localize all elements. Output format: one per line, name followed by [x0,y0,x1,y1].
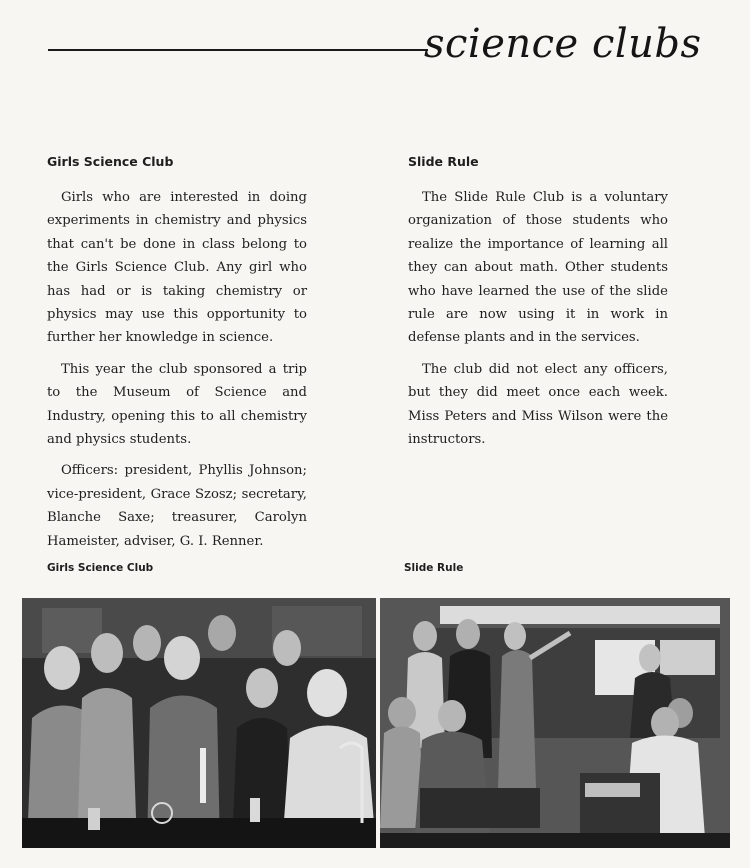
girls-science-club-photo-drawing [22,598,376,848]
slide-rule-club-photo [380,598,730,848]
right-column [408,150,668,459]
left-paragraph-3: Officers: president, Phyllis Johnson; vice-president, Grace Szosz; secretary, Blanche Saxe; treasurer, Carolyn Hameister, adviser, G. I. Renner. [47,463,307,549]
left-paragraph-1: Girls who are interested in doing experiments in chemistry and physics that can't be done in class belong to the Girls Science Club. Any girl who has had or is taking chemistry or physics may use this opportunity to further her knowledge in science. [47,190,307,346]
photo-caption-right: Slide Rule [404,562,464,574]
right-paragraph-1: The Slide Rule Club is a voluntary organization of those students who realize the importance of learning all they can about math. Other students who have learned the use of the slide rule are now using it in work in defense plants and in the services. [408,190,668,346]
left-paragraph-2: This year the club sponsored a trip to the Museum of Science and Industry, opening this to all chemistry and physics students. [47,361,307,448]
right-paragraph-2: The club did not elect any officers, but they did meet once each week. Miss Peters and Miss Wilson were the instructors. [408,361,668,448]
header-rule [48,49,428,51]
right-column-heading: Slide Rule [408,154,479,169]
page-title: science clubs [424,21,702,67]
girls-science-club-photo [22,598,376,848]
slide-rule-club-photo-drawing [380,598,730,848]
photo-caption-left: Girls Science Club [47,562,154,574]
left-column [47,150,307,561]
left-column-heading: Girls Science Club [47,154,174,169]
